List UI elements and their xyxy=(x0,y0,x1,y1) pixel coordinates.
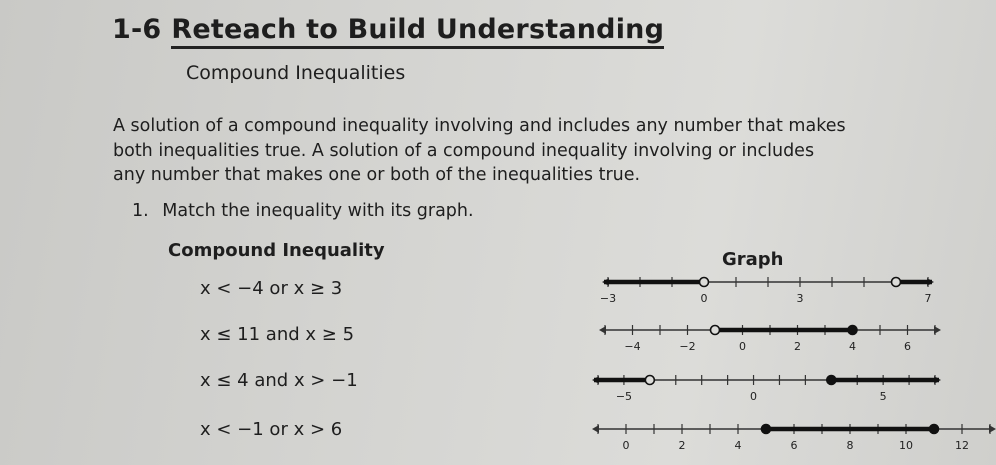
tick-label: 7 xyxy=(924,292,932,305)
tick-label: 2 xyxy=(678,439,686,452)
closed-endpoint xyxy=(930,425,939,434)
lesson-number: 1-6 xyxy=(112,14,162,45)
tick-label: −2 xyxy=(679,340,696,353)
tick-label: −3 xyxy=(599,292,617,305)
tick-label: −5 xyxy=(615,390,633,403)
tick-label: −4 xyxy=(624,340,641,353)
tick-label: 8 xyxy=(846,439,854,452)
tick-label: 0 xyxy=(622,439,630,452)
lesson-title: Reteach to Build Understanding xyxy=(171,14,664,49)
tick-label: 0 xyxy=(750,390,758,403)
column-header-graph: Graph xyxy=(722,249,784,270)
tick-label: 3 xyxy=(796,292,804,305)
tick-label: 0 xyxy=(700,292,708,305)
tick-label: 2 xyxy=(794,340,801,353)
tick-label: 6 xyxy=(904,340,911,353)
tick-label: 4 xyxy=(849,340,856,353)
intro-line: both inequalities true. A solution of a compound inequality involving or includes xyxy=(113,140,815,161)
intro-line: any number that makes one or both of the inequalities true. xyxy=(113,165,641,185)
tick-label: 6 xyxy=(790,439,798,452)
tick-label: 12 xyxy=(955,439,969,452)
inequality-item: x < −1 or x > 6 xyxy=(200,419,343,440)
tick-label: 4 xyxy=(734,439,742,452)
tick-label: 5 xyxy=(879,390,887,403)
column-header-inequality: Compound Inequality xyxy=(168,240,385,261)
question-text: Match the inequality with its graph. xyxy=(162,201,474,221)
inequality-item: x < −4 or x ≥ 3 xyxy=(200,278,343,299)
intro-line: A solution of a compound inequality involving and includes any number that makes xyxy=(113,116,846,136)
closed-endpoint xyxy=(762,425,771,434)
tick-label: 10 xyxy=(899,439,913,452)
inequality-item: x ≤ 4 and x > −1 xyxy=(200,370,358,391)
tick-label: 0 xyxy=(739,340,746,353)
question-number: 1. xyxy=(132,201,149,221)
inequality-item: x ≤ 11 and x ≥ 5 xyxy=(200,324,355,345)
lesson-subtitle: Compound Inequalities xyxy=(186,62,406,84)
